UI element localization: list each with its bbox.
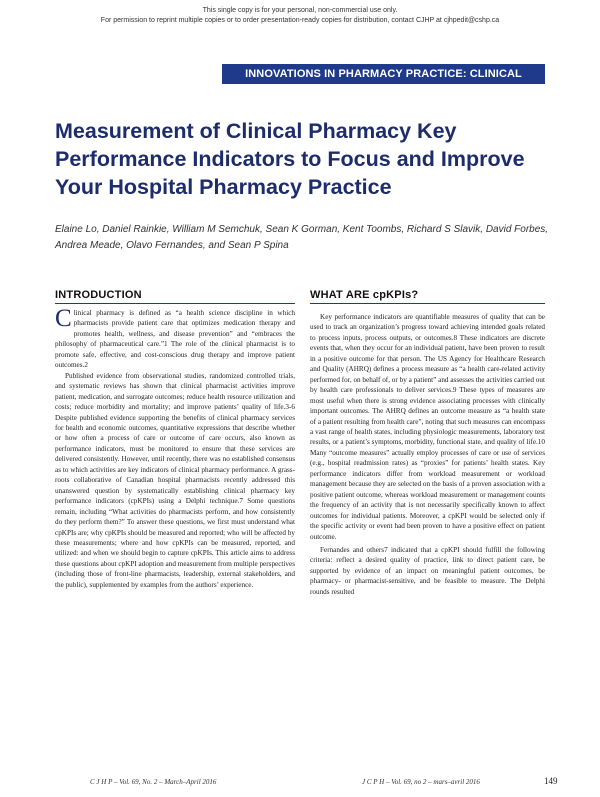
intro-paragraph-2: Published evidence from observational studies, randomized controlled trials, and systematic reviews has shown that clinical pharmacist activities improve patient, medication, and surrogate outcomes; reduce health resource utilization and costs; reduce morbidity and mortality; and improve patients’ quality of life.3-6 Despite published evidence supporting the benefits of clinical pharmacy services for health and economic outcomes, quantitative expressions that describe whether or how often a process of care or outcome of care occurs, also known as performance indicators, must be monitored to ensure that these services are delivered consistently. However, until recently, there was no established consensus as to which activities are key indicators of clinical pharmacy performance. A grass-roots collaborative of Canadian hospital pharmacists recently addressed this unanswered question by systematically establishing clinical pharmacy key performance indicators (cpKPIs) using a Delphi technique.7 Some questions remain, including “What activities do pharmacists perform, and how consistently do they perform them?” To answer these questions, we first must understand what cpKPIs are; why cpKPIs should be measured and reported; who will be affected by these measurements; where and how cpKPIs can be measured, reported, and utilized: and when we should begin to capture cpKPIs. This article aims to address these questions about cpKPI adoption and measurement from multiple perspectives (including those of front-line pharmacists, leadership, external stakeholders, and the public), supplemented by examples from the authors’ experience.	[55, 371, 295, 589]
footer-french: J C P H – Vol. 69, no 2 – mars–avril 2016	[362, 778, 480, 786]
section-banner: INNOVATIONS IN PHARMACY PRACTICE: CLINICAL PRACTICE	[222, 64, 545, 84]
article-title: Measurement of Clinical Pharmacy Key Performance Indicators to Focus and Improve Your Hospital Pharmacy Practice	[55, 119, 525, 199]
introduction-rule	[55, 303, 295, 304]
notice-line-1: This single copy is for your personal, non-commercial use only.	[202, 7, 398, 14]
notice-line-2: For permission to reprint multiple copies or to order presentation-ready copies for distribution, contact CJHP at cjhpedit@cshp.ca	[100, 17, 500, 24]
intro-paragraph-1-text: linical pharmacy is defined as “a health science discipline in which pharmacists provide patient care that optimizes medication therapy and promotes health, wellness, and disease prevention” and “embraces the philosophy of pharmaceutical care.”1 The role of the clinical pharmacist is to promote safe, effective, and cost-conscious drug therapy and improve patient outcomes.2	[55, 309, 295, 370]
whatare-paragraph-2: Fernandes and others7 indicated that a cpKPI should fulfill the following criteria: reflect a desired quality of practice, link to direct patient care, be supported by evidence of an impact on meaningful patient outcomes, be pharmacy- or pharmacist-sensitive, and be feasible to measure. The Delphi rounds resulted	[310, 545, 545, 596]
reprint-notice	[0, 6, 600, 26]
what-are-cpkpis-body	[310, 312, 545, 597]
introduction-body	[55, 305, 295, 590]
introduction-heading: INTRODUCTION	[55, 289, 142, 301]
what-are-rule	[310, 303, 545, 304]
what-are-cpkpis-heading: WHAT ARE cpKPIs?	[310, 289, 419, 301]
whatare-paragraph-1: Key performance indicators are quantifiable measures of quality that can be used to track an organization’s progress toward achieving intended goals related to process inputs, process outputs, or outcomes.8 These indicators are discrete events that, when they occur for an individual patient, have been proven to result in a positive outcome for that person. The US Agency for Healthcare Research and Quality (AHRQ) defines a process measure as “a health care-related activity performed for, on behalf of, or by a patient” and assesses the activities carried out by health care professionals to deliver services.9 These types of measures are most useful when there is strong evidence associating processes with clinically important outcomes. The AHRQ defines an outcome measure as “a health state of a patient resulting from health care”, noting that such measures can encompass a vast range of health states, including physiologic measurements, laboratory test results, or a patient’s symptoms, morbidity, functional state, and quality of life.10 Many “outcome measures” actually employ processes of care or use of services (e.g., hospital readmission rates) as “proxies” for patients’ health states. Key performance indicators differ from workload measurement or workload management because they are selected on the basis of a proven association with a positive patient outcome, whereas workload measurement or management counts the frequency of an activity that is not necessarily specifically known to affect outcomes for individual patients. Moreover, a cpKPI would be selected only if the specific activity or event had been proven to have a positive effect on patient outcome.	[310, 313, 545, 541]
drop-cap: C	[55, 305, 72, 332]
author-list: Elaine Lo, Daniel Rainkie, William M Semchuk, Sean K Gorman, Kent Toombs, Richard S Slavik, David Forbes, Andrea Meade, Olavo Fernandes, and Sean P Spina	[55, 224, 549, 251]
page-number: 149	[544, 776, 558, 786]
footer-english: C J H P – Vol. 69, No. 2 – March–April 2016	[90, 778, 217, 786]
intro-paragraph-1	[55, 305, 295, 371]
